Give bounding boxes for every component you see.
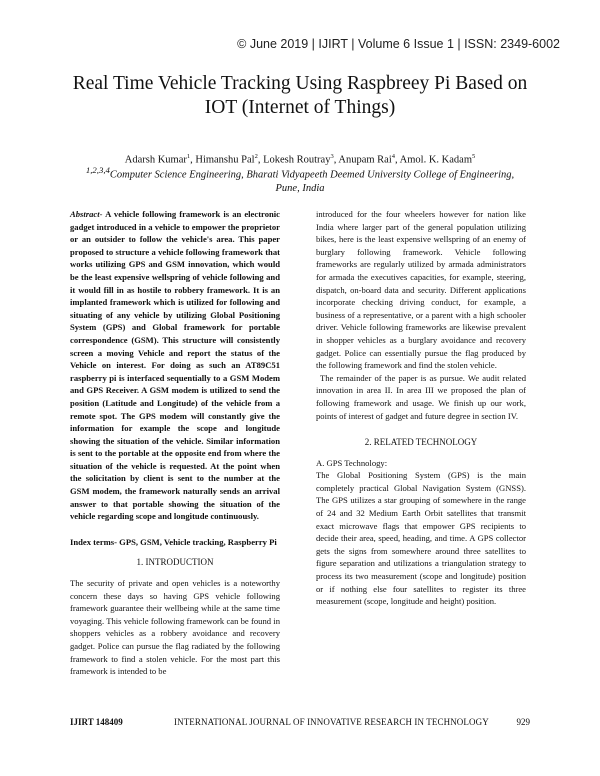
paper-title: Real Time Vehicle Tracking Using Raspbreey Pi Based on IOT (Internet of Things) [72,73,528,118]
gps-paragraph: The Global Positioning System (GPS) is the main completely practical Global Navigation System (GNSS). The GPS utilizes a star grouping of somewhere in the range of 24 and 32 Medium Earth Orbit satellites that transmit exact microwave flags that empower GPS recipients to decide their area, speed, heading, and time. A GPS collector gets the signs from somewhere around three satellites to figure separation and utilizations a triangulation strategy to process its two measurement (scope and longitude) position or if nothing else four satellites to register its three measurement (scope, longitude and height) position. [316,470,526,607]
author-name: Anupam Rai [338,154,392,166]
author-name: Himanshu Pal [195,154,255,166]
author-mark: 1 [186,153,191,160]
intro-paragraph: The security of private and open vehicles is a noteworthy concern these days so having GPS vehicle following framework guarantee their wellbeing while at the same time voyaging. This vehicle following framework can be found in shoppers vehicles as a robbery avoidance and recovery gadget. Police can pursue the flag radiated by the following framework to find a stolen vehicle. For the most part this framework is intended to be [70,578,280,677]
author-list: Adarsh Kumar$^1$, Himanshu Pal$^2$, Lokesh Routray$^3$, Anupam Rai$^4$, Amol. K. Kadam$^5$ [124,153,476,166]
author-mark: 3 [330,153,334,160]
abstract [70,208,280,523]
author-name: Lokesh Routray [263,154,331,166]
footer-paper-id: IJIRT 148409 [70,717,123,727]
author-name: Adarsh Kumar [124,154,187,166]
subsection-heading-gps: A. GPS Technology: [316,457,388,468]
section-heading-related-technology: 2. RELATED TECHNOLOGY [364,437,478,448]
abstract-label: Abstract- [70,209,103,219]
abstract-body: A vehicle following framework is an electronic gadget introduced in a vehicle to empower the proprietor or an outsider to follow the vehicle's area. This paper proposed to structure a vehicle following framework that works utilizing GPS and GSM innovation, which would be the least expensive wellspring of vehicle following and it would fill in as hostile to robbery framework. It is an implanted framework which is utilized for following and situating of any vehicle by utilizing Global Positioning System (GPS) and Global framework for portable correspondence (GSM). This structure will consistently screen a moving Vehicle and report the status of the Vehicle on interest. For doing as such an AT89C51 raspberry pi is interfaced sequentially to a GSM Modem and GPS Receiver. A GSM modem is utilized to send the position (Latitude and Longitude) of the vehicle from a remote spot. The GPS modem will constantly give the information for example the scope and longitude showing the situation of the vehicle. Similar information is sent to the portable at the opposite end from where the situation of the vehicle is requested. At the point when the solicitation by client is sent to the number at the GSM modem, the framework naturally sends an arrival answer to that portable showing the situation of the vehicle regarding scope and longitude continuously. [70,209,280,522]
affiliation-mark: 1,2,3,4 [85,165,110,175]
intro-paragraph-2: The remainder of the paper is as pursue. We audit related innovation in area II. In area III we proposed the plan of following framework and usage. We finish up our work, points of interest of gadget and future degree in section IV. [316,372,526,421]
journal-header: © June 2019 | IJIRT | Volume 6 Issue 1 | ISSN: 2349-6002 [237,37,560,51]
author-mark: 5 [472,153,476,160]
page-number: 929 [516,717,530,727]
author-name: Amol. K. Kadam [399,154,472,166]
right-column [316,208,526,608]
author-mark: 2 [254,153,258,160]
index-terms: Index terms- GPS, GSM, Vehicle tracking, Raspberry Pi [70,536,277,547]
left-column [70,208,280,678]
section-heading-introduction: 1. INTRODUCTION [136,557,214,568]
footer-journal-name: INTERNATIONAL JOURNAL OF INNOVATIVE RESEARCH IN TECHNOLOGY [174,717,489,727]
intro-paragraph-continued: introduced for the four wheelers however for nation like India where larger part of the general population utilizing bikes, here is the least expensive wellspring of an enemy of burglary following framework. Vehicle following frameworks are regularly utilized by armada administrators for armada the executives capacities, for example, steering, dispatch, on-board data and security. Different applications incorporate checking driving conduct, for example, a business of a representative, or a parent with a high schooler driver. Vehicle following frameworks are likewise prevalent in shopper vehicles as a burglary avoidance and recovery gadget. Police can essentially pursue the flag produced by the following framework and find the stolen vehicle. [316,209,526,371]
author-mark: 4 [391,153,395,160]
affiliation: $^{1,2,3,4}$Computer Science Engineering, Bharati Vidyapeeth Deemed University College of Engineering, Pune, India [85,165,515,194]
